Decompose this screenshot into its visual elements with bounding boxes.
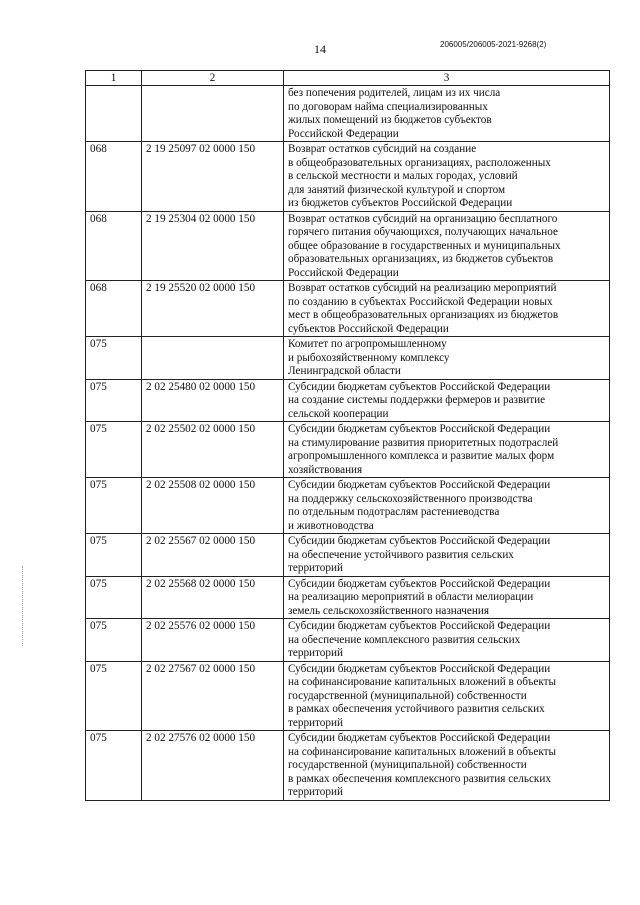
description-cell: Субсидии бюджетам субъектов Российской Федерации на создание системы поддержки фермеров и развитие сельской кооперации <box>284 379 610 422</box>
document-code: 206005/206005-2021-9268(2) <box>440 40 547 49</box>
page-number: 14 <box>314 42 326 56</box>
budget-code-cell: 2 02 27567 02 0000 150 <box>142 661 284 731</box>
description-cell: Субсидии бюджетам субъектов Российской Федерации на поддержку сельскохозяйственного производства по отдельным подотраслям растениеводства и животноводства <box>284 478 610 534</box>
budget-code-cell: 2 19 25097 02 0000 150 <box>142 142 284 212</box>
table-row <box>86 337 610 380</box>
admin-code-cell <box>86 86 142 142</box>
table-row <box>86 661 610 731</box>
table-row <box>86 619 610 662</box>
admin-code-cell: 075 <box>86 422 142 478</box>
column-header: 3 <box>284 71 610 86</box>
table-row <box>86 142 610 212</box>
table-row <box>86 534 610 577</box>
budget-code-cell: 2 19 25520 02 0000 150 <box>142 281 284 337</box>
description-cell: Комитет по агропромышленному и рыбохозяйственному комплексу Ленинградской области <box>284 337 610 380</box>
budget-code-cell: 2 02 25568 02 0000 150 <box>142 576 284 619</box>
column-header: 1 <box>86 71 142 86</box>
table-row <box>86 478 610 534</box>
admin-code-cell: 075 <box>86 478 142 534</box>
budget-code-cell: 2 02 25502 02 0000 150 <box>142 422 284 478</box>
description-cell: Возврат остатков субсидий на создание в общеобразовательных организациях, расположенных в сельской местности и малых городах, условий для занятий физической культурой и спортом из бюджетов субъектов Российской Федерации <box>284 142 610 212</box>
description-cell: Субсидии бюджетам субъектов Российской Федерации на софинансирование капитальных вложений в объекты государственной (муниципальной) собственности в рамках обеспечения комплексного развития сельских территорий <box>284 731 610 801</box>
column-header: 2 <box>142 71 284 86</box>
admin-code-cell: 075 <box>86 534 142 577</box>
admin-code-cell: 075 <box>86 661 142 731</box>
table-row <box>86 731 610 801</box>
table-row <box>86 379 610 422</box>
admin-code-cell: 075 <box>86 337 142 380</box>
table-row <box>86 281 610 337</box>
admin-code-cell: 075 <box>86 576 142 619</box>
description-cell: Субсидии бюджетам субъектов Российской Федерации на реализацию мероприятий в области мелиорации земель сельскохозяйственного назначения <box>284 576 610 619</box>
table-row <box>86 86 610 142</box>
budget-codes-table <box>85 70 610 801</box>
table-row <box>86 576 610 619</box>
table-body <box>86 86 610 801</box>
table-header-row <box>86 71 610 86</box>
budget-code-cell <box>142 337 284 380</box>
table-row <box>86 422 610 478</box>
description-cell: Субсидии бюджетам субъектов Российской Федерации на обеспечение комплексного развития сельских территорий <box>284 619 610 662</box>
margin-mark <box>22 566 24 646</box>
description-cell: Субсидии бюджетам субъектов Российской Федерации на софинансирование капитальных вложений в объекты государственной (муниципальной) собственности в рамках обеспечения устойчивого развития сельских территорий <box>284 661 610 731</box>
description-cell: Субсидии бюджетам субъектов Российской Федерации на стимулирование развития приоритетных подотраслей агропромышленного комплекса и развитие малых форм хозяйствования <box>284 422 610 478</box>
admin-code-cell: 075 <box>86 379 142 422</box>
budget-code-cell: 2 19 25304 02 0000 150 <box>142 211 284 281</box>
budget-code-cell: 2 02 25576 02 0000 150 <box>142 619 284 662</box>
budget-code-cell <box>142 86 284 142</box>
budget-code-cell: 2 02 25567 02 0000 150 <box>142 534 284 577</box>
admin-code-cell: 068 <box>86 142 142 212</box>
budget-code-cell: 2 02 25508 02 0000 150 <box>142 478 284 534</box>
budget-code-cell: 2 02 25480 02 0000 150 <box>142 379 284 422</box>
admin-code-cell: 068 <box>86 281 142 337</box>
description-cell: без попечения родителей, лицам из их числа по договорам найма специализированных жилых помещений из бюджетов субъектов Российской Федерации <box>284 86 610 142</box>
description-cell: Субсидии бюджетам субъектов Российской Федерации на обеспечение устойчивого развития сельских территорий <box>284 534 610 577</box>
budget-code-cell: 2 02 27576 02 0000 150 <box>142 731 284 801</box>
admin-code-cell: 075 <box>86 731 142 801</box>
table-row <box>86 211 610 281</box>
description-cell: Возврат остатков субсидий на организацию бесплатного горячего питания обучающихся, получающих начальное общее образование в государственных и муниципальных образовательных организациях, из бюджетов субъектов Российской Федерации <box>284 211 610 281</box>
admin-code-cell: 068 <box>86 211 142 281</box>
admin-code-cell: 075 <box>86 619 142 662</box>
description-cell: Возврат остатков субсидий на реализацию мероприятий по созданию в субъектах Российской Федерации новых мест в общеобразовательных организациях из бюджетов субъектов Российской Федерации <box>284 281 610 337</box>
